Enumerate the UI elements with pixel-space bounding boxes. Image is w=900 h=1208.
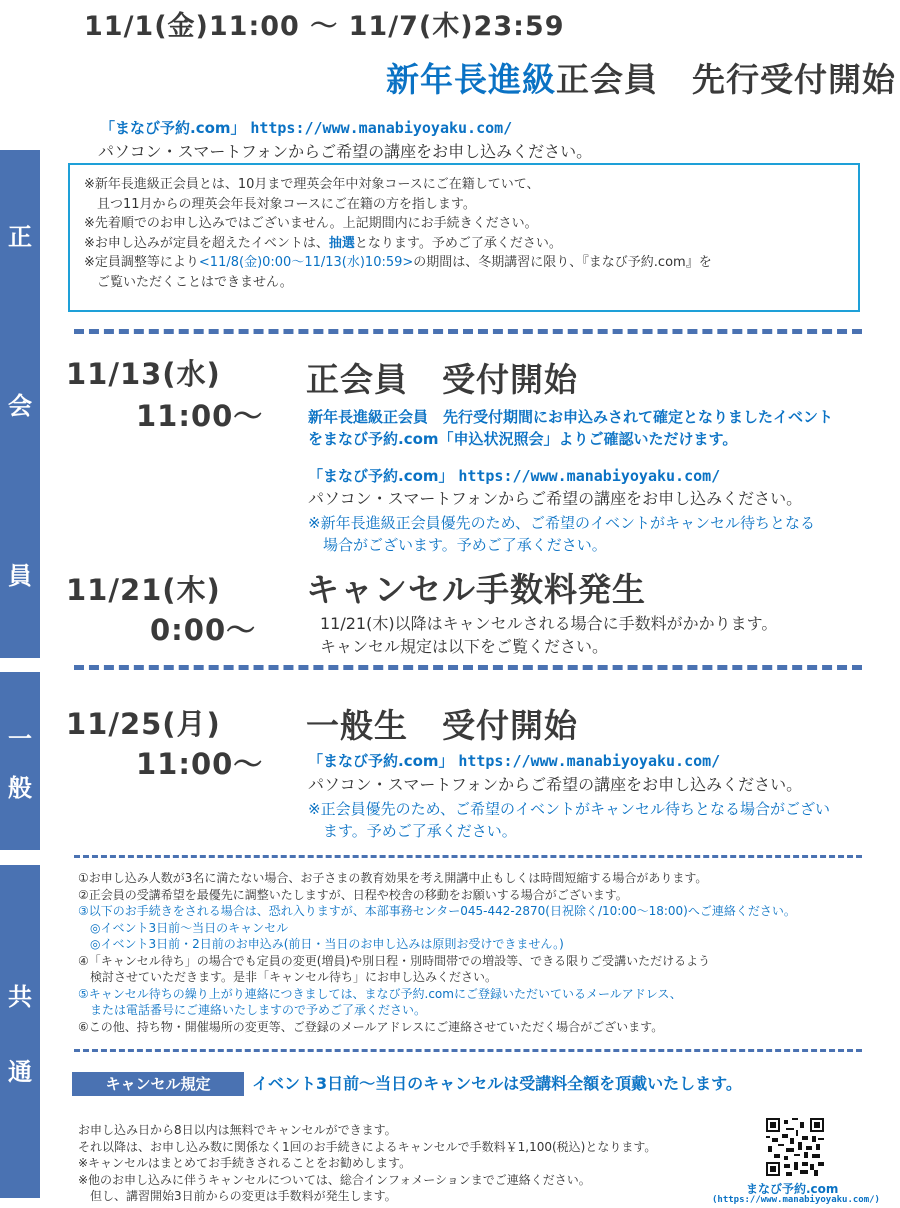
common-note: ④「キャンセル待ち」の場合でも定員の変更(増員)や別日程・別時間帯での増設等、できる限りご受講いただけるよう <box>78 953 711 968</box>
general-apply-text: パソコン・スマートフォンからご希望の講座をお申し込みください。 <box>308 775 803 794</box>
section-divider <box>74 665 862 670</box>
section-divider <box>74 1049 862 1052</box>
policy-badge: キャンセル規定 <box>72 1072 244 1096</box>
common-note: 検討させていただきます。是非「キャンセル待ち」にお申し込みください。 <box>78 970 498 984</box>
general-time: 11:00～ <box>136 747 264 781</box>
early-title-black: 正会員 先行受付開始 <box>556 60 896 99</box>
common-note: ①お申し込み人数が3名に満たない場合、お子さまの教育効果を考え開講中止もしくは時間短縮する場合があります。 <box>78 871 708 885</box>
common-note: ⑥この他、持ち物・開催場所の変更等、ご登録のメールアドレスにご連絡させていただく場合がございます。 <box>78 1019 664 1034</box>
site-label: 「まなび予約.com」 <box>100 119 246 137</box>
lottery-highlight: 抽選 <box>328 235 355 251</box>
side-tab-common <box>0 865 40 1198</box>
common-notes <box>78 870 796 1035</box>
note-line <box>84 234 858 254</box>
qr-code-icon[interactable] <box>766 1118 824 1176</box>
note-text: ※お申し込みが定員を超えたイベントは、 <box>84 235 329 251</box>
site-url-link[interactable]: https://www.manabiyoyaku.com/ <box>458 467 721 485</box>
regular-info-line2: をまなび予約.com「申込状況照会」よりご確認いただけます。 <box>308 430 738 448</box>
early-site-row <box>100 117 512 139</box>
policy-lines <box>78 1122 656 1205</box>
section-divider <box>74 329 862 334</box>
site-url-link[interactable]: https://www.manabiyoyaku.com/ <box>250 119 513 137</box>
policy-line: 但し、講習開始3日前からの変更は手数料が発生します。 <box>78 1189 397 1203</box>
regular-date: 11/13(水) <box>66 357 221 391</box>
note-line: ご覧いただくことはできません。 <box>84 274 293 290</box>
early-period: 11/1(金)11:00 ～ 11/7(木)23:59 <box>84 11 565 42</box>
common-note: ⑤キャンセル待ちの繰り上がり連絡につきましては、まなび予約.comにご登録いただいているメールアドレス、 <box>78 986 682 1001</box>
general-date: 11/25(月) <box>66 707 221 741</box>
side-tab-char: 正 <box>8 223 32 252</box>
common-note: ◎イベント3日前～当日のキャンセル <box>78 920 289 935</box>
side-tab-regular <box>0 150 40 658</box>
policy-headline: イベント3日前～当日のキャンセルは受講料全額を頂戴いたします。 <box>252 1074 742 1093</box>
cancel-heading: キャンセル手数料発生 <box>306 570 646 609</box>
note-line: 且つ11月からの理英会年長対象コースにご在籍の方を指します。 <box>84 196 476 212</box>
cancel-line1: 11/21(木)以降はキャンセルされる場合に手数料がかかります。 <box>320 614 778 633</box>
qr-label: まなび予約.com <box>746 1182 839 1196</box>
site-url-link[interactable]: https://www.manabiyoyaku.com/ <box>458 752 721 770</box>
early-notes-box <box>68 163 860 312</box>
site-label: 「まなび予約.com」 <box>308 752 454 770</box>
regular-apply-text: パソコン・スマートフォンからご希望の講座をお申し込みください。 <box>308 489 803 508</box>
side-tab-char: 員 <box>8 561 32 590</box>
general-site-row <box>308 750 720 772</box>
cancel-line2: キャンセル規定は以下をご覧ください。 <box>320 637 609 656</box>
common-note: ②正会員の受講希望を最優先に調整いたしますが、日程や校舎の移動をお願いする場合がございます。 <box>78 887 628 902</box>
common-note: または電話番号にご連絡いたしますので予めご了承ください。 <box>78 1003 427 1017</box>
side-tab-general <box>0 672 40 850</box>
note-text: の期間は、冬期講習に限り、『まなび予約.com』を <box>413 255 712 270</box>
side-tab-char: 会 <box>8 392 32 421</box>
policy-line: ※他のお申し込みに伴うキャンセルについては、総合インフォメーションまでご連絡ください。 <box>78 1172 591 1187</box>
early-apply-text: パソコン・スマートフォンからご希望の講座をお申し込みください。 <box>98 142 593 161</box>
note-text: となります。予めご了承ください。 <box>354 235 562 251</box>
note-line <box>84 253 858 273</box>
policy-line: それ以降は、お申し込み数に関係なく1回のお手続きによるキャンセルで手数料￥1,100(税込)となります。 <box>78 1139 657 1154</box>
cancel-date: 11/21(木) <box>66 573 221 607</box>
site-label: 「まなび予約.com」 <box>308 467 454 485</box>
side-tab-char: 般 <box>8 774 32 802</box>
early-title <box>386 54 896 101</box>
general-heading: 一般生 受付開始 <box>306 706 578 745</box>
early-title-blue: 新年長進級 <box>386 60 556 99</box>
side-tab-char: 一 <box>8 725 32 753</box>
regular-heading: 正会員 受付開始 <box>306 360 578 399</box>
common-note: ◎イベント3日前・2日前のお申込み(前日・当日のお申し込みは原則お受けできません。) <box>78 937 564 951</box>
blackout-period: <11/8(金)0:00～11/13(水)10:59> <box>198 255 414 270</box>
common-note: ③以下のお手続きをされる場合は、恐れ入りますが、本部事務センター045-442-2870(日祝除く/10:00～18:00)へご連絡ください。 <box>78 904 796 918</box>
note-text: ※定員調整等により <box>84 255 199 270</box>
side-tab-char: 共 <box>8 982 32 1011</box>
regular-note-line2: 場合がございます。予めご了承ください。 <box>308 536 607 554</box>
regular-info-line1: 新年長進級正会員 先行受付期間にお申込みされて確定となりましたイベント <box>308 408 834 426</box>
regular-time: 11:00～ <box>136 399 264 433</box>
note-line: ※新年長進級正会員とは、10月まで理英会年中対象コースにご在籍していて、 <box>84 177 540 192</box>
section-divider <box>74 855 862 858</box>
cancel-time: 0:00～ <box>150 613 257 647</box>
policy-line: お申し込み日から8日以内は無料でキャンセルができます。 <box>78 1123 397 1137</box>
regular-note-line1: ※新年長進級正会員優先のため、ご希望のイベントがキャンセル待ちとなる <box>308 514 815 532</box>
regular-site-row <box>308 465 720 487</box>
side-tab-char: 通 <box>8 1057 32 1086</box>
policy-line: ※キャンセルはまとめてお手続きされることをお勧めします。 <box>78 1156 412 1170</box>
general-note-line2: ます。予めご了承ください。 <box>308 822 517 840</box>
note-line: ※先着順でのお申し込みではございません。上記期間内にお手続きください。 <box>84 216 538 231</box>
general-note-line1: ※正会員優先のため、ご希望のイベントがキャンセル待ちとなる場合がござい <box>308 800 830 818</box>
qr-url-caption: (https://www.manabiyoyaku.com/) <box>712 1195 880 1205</box>
